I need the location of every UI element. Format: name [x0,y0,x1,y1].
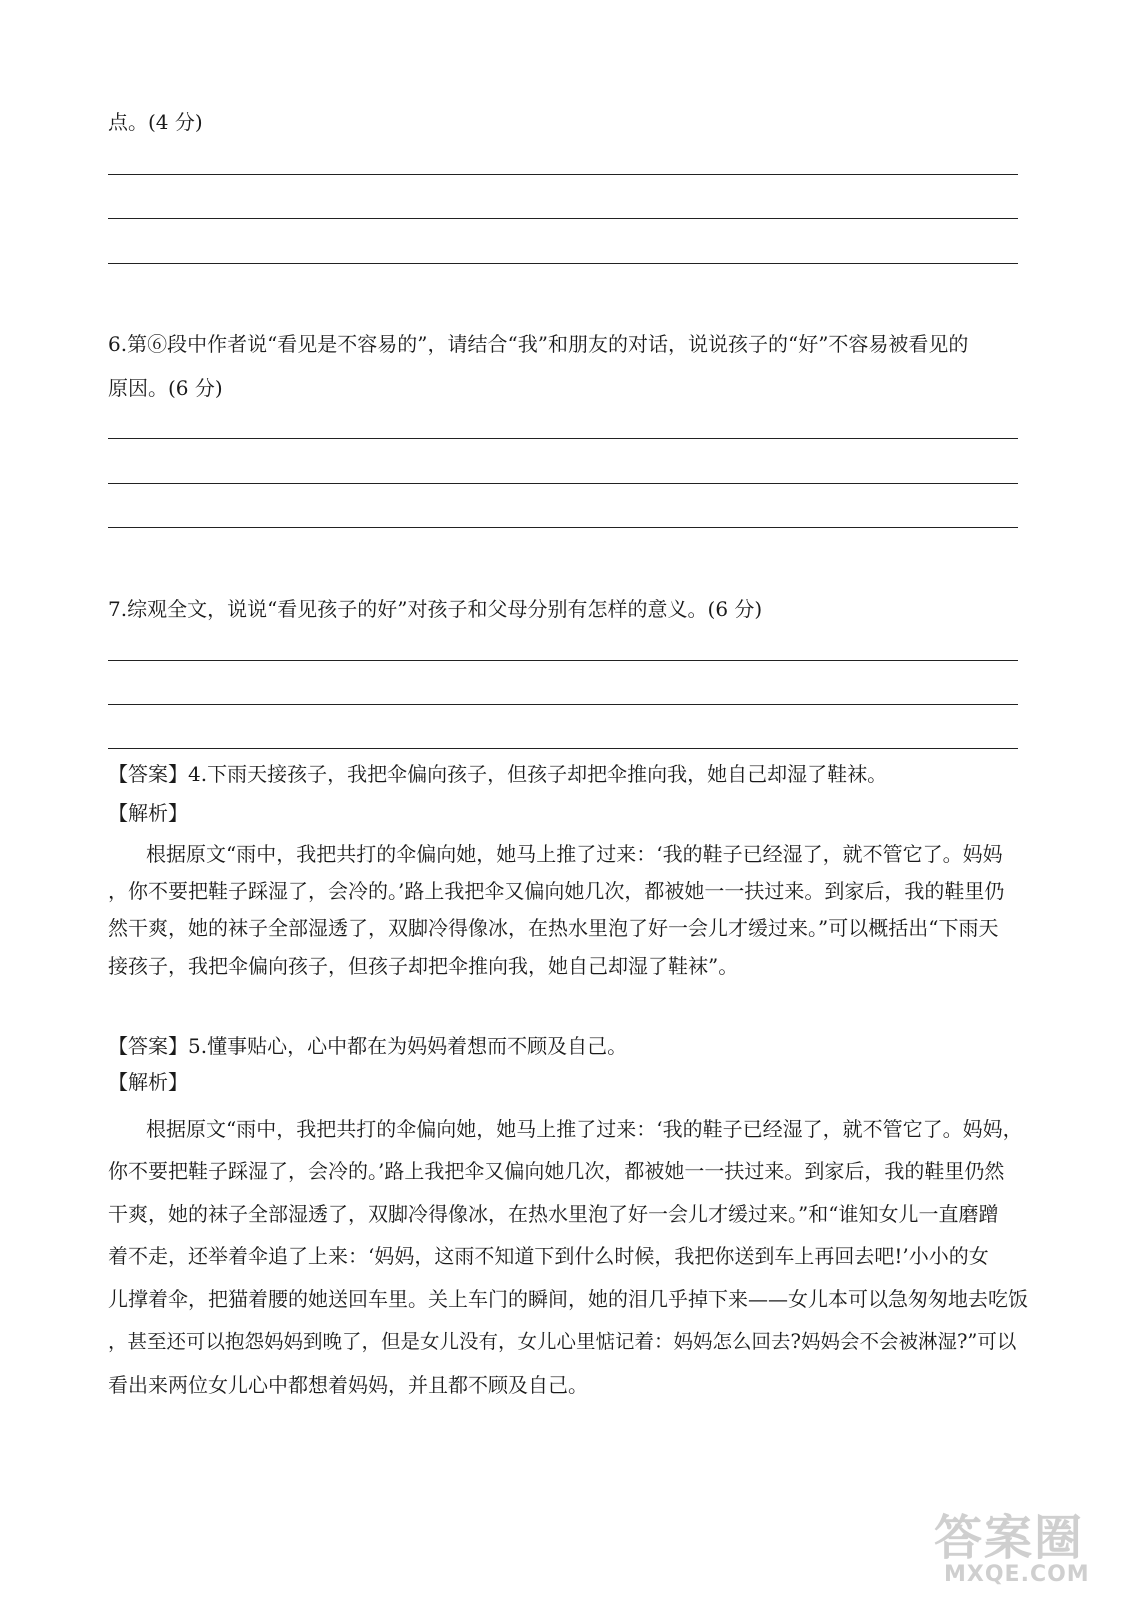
watermark-url: MXQE.COM [944,1562,1090,1587]
answer-rule [108,748,1018,749]
answer-rule [108,527,1018,528]
answer-rule [108,483,1018,484]
watermark-logo [930,1510,1130,1590]
analysis-label: 【解析】 [108,1070,188,1094]
answer-rule [108,704,1018,705]
analysis-line: 看出来两位女儿心中都想着妈妈，并且都不顾及自己。 [108,1373,588,1397]
answer-rule [108,438,1018,439]
analysis-line: 根据原文“雨中，我把共打的伞偏向她，她马上推了过来：‘我的鞋子已经湿了，就不管它了。妈妈 [146,842,1003,866]
analysis-line: ，甚至还可以抱怨妈妈到晚了，但是女儿没有，女儿心里惦记着：妈妈怎么回去?妈妈会不会被淋湿?”可以 [108,1330,1017,1353]
answer-5-text: 【答案】5.懂事贴心，心中都在为妈妈着想而不顾及自己。 [108,1034,628,1058]
analysis-line: 根据原文“雨中，我把共打的伞偏向她，她马上推了过来：‘我的鞋子已经湿了，就不管它了。妈妈， [146,1117,1023,1141]
analysis-line: 你不要把鞋子踩湿了，会冷的。’路上我把伞又偏向她几次，都被她一一扶过来。到家后，我的鞋里仍然 [108,1159,1005,1183]
analysis-line: 儿撑着伞，把猫着腰的她送回车里。关上车门的瞬间，她的泪几乎掉下来——女儿本可以急匆匆地去吃饭 [108,1287,1028,1311]
analysis-line: 然干爽，她的袜子全部湿透了，双脚冷得像冰，在热水里泡了好一会儿才缓过来。”可以概括出“下雨天 [108,916,999,940]
question-6-line-2: 原因。(6 分) [108,376,223,400]
answer-rule [108,660,1018,661]
question-6-line-1: 6.第⑥段中作者说“看见是不容易的”，请结合“我”和朋友的对话，说说孩子的“好”不容易被看见的 [108,332,969,356]
analysis-line: 接孩子，我把伞偏向孩子，但孩子却把伞推向我，她自己却湿了鞋袜”。 [108,954,739,978]
analysis-label: 【解析】 [108,801,188,825]
answer-rule [108,263,1018,264]
answer-4-text: 【答案】4.下雨天接孩子，我把伞偏向孩子，但孩子却把伞推向我，她自己却湿了鞋袜。 [108,762,888,786]
analysis-line: 着不走，还举着伞追了上来：‘妈妈，这雨不知道下到什么时候，我把你送到车上再回去吧!’小小的女 [108,1244,989,1268]
analysis-line: 干爽，她的袜子全部湿透了，双脚冷得像冰，在热水里泡了好一会儿才缓过来。”和“谁知女儿一直磨蹭 [108,1202,999,1226]
question-5-tail: 点。(4 分) [108,110,203,134]
answer-rule [108,174,1018,175]
answer-rule [108,218,1018,219]
analysis-line: ，你不要把鞋子踩湿了，会冷的。’路上我把伞又偏向她几次，都被她一一扶过来。到家后，我的鞋里仍 [108,879,1005,903]
watermark-text: 答案圈 [934,1510,1085,1566]
question-7: 7.综观全文，说说“看见孩子的好”对孩子和父母分别有怎样的意义。(6 分) [108,597,763,621]
